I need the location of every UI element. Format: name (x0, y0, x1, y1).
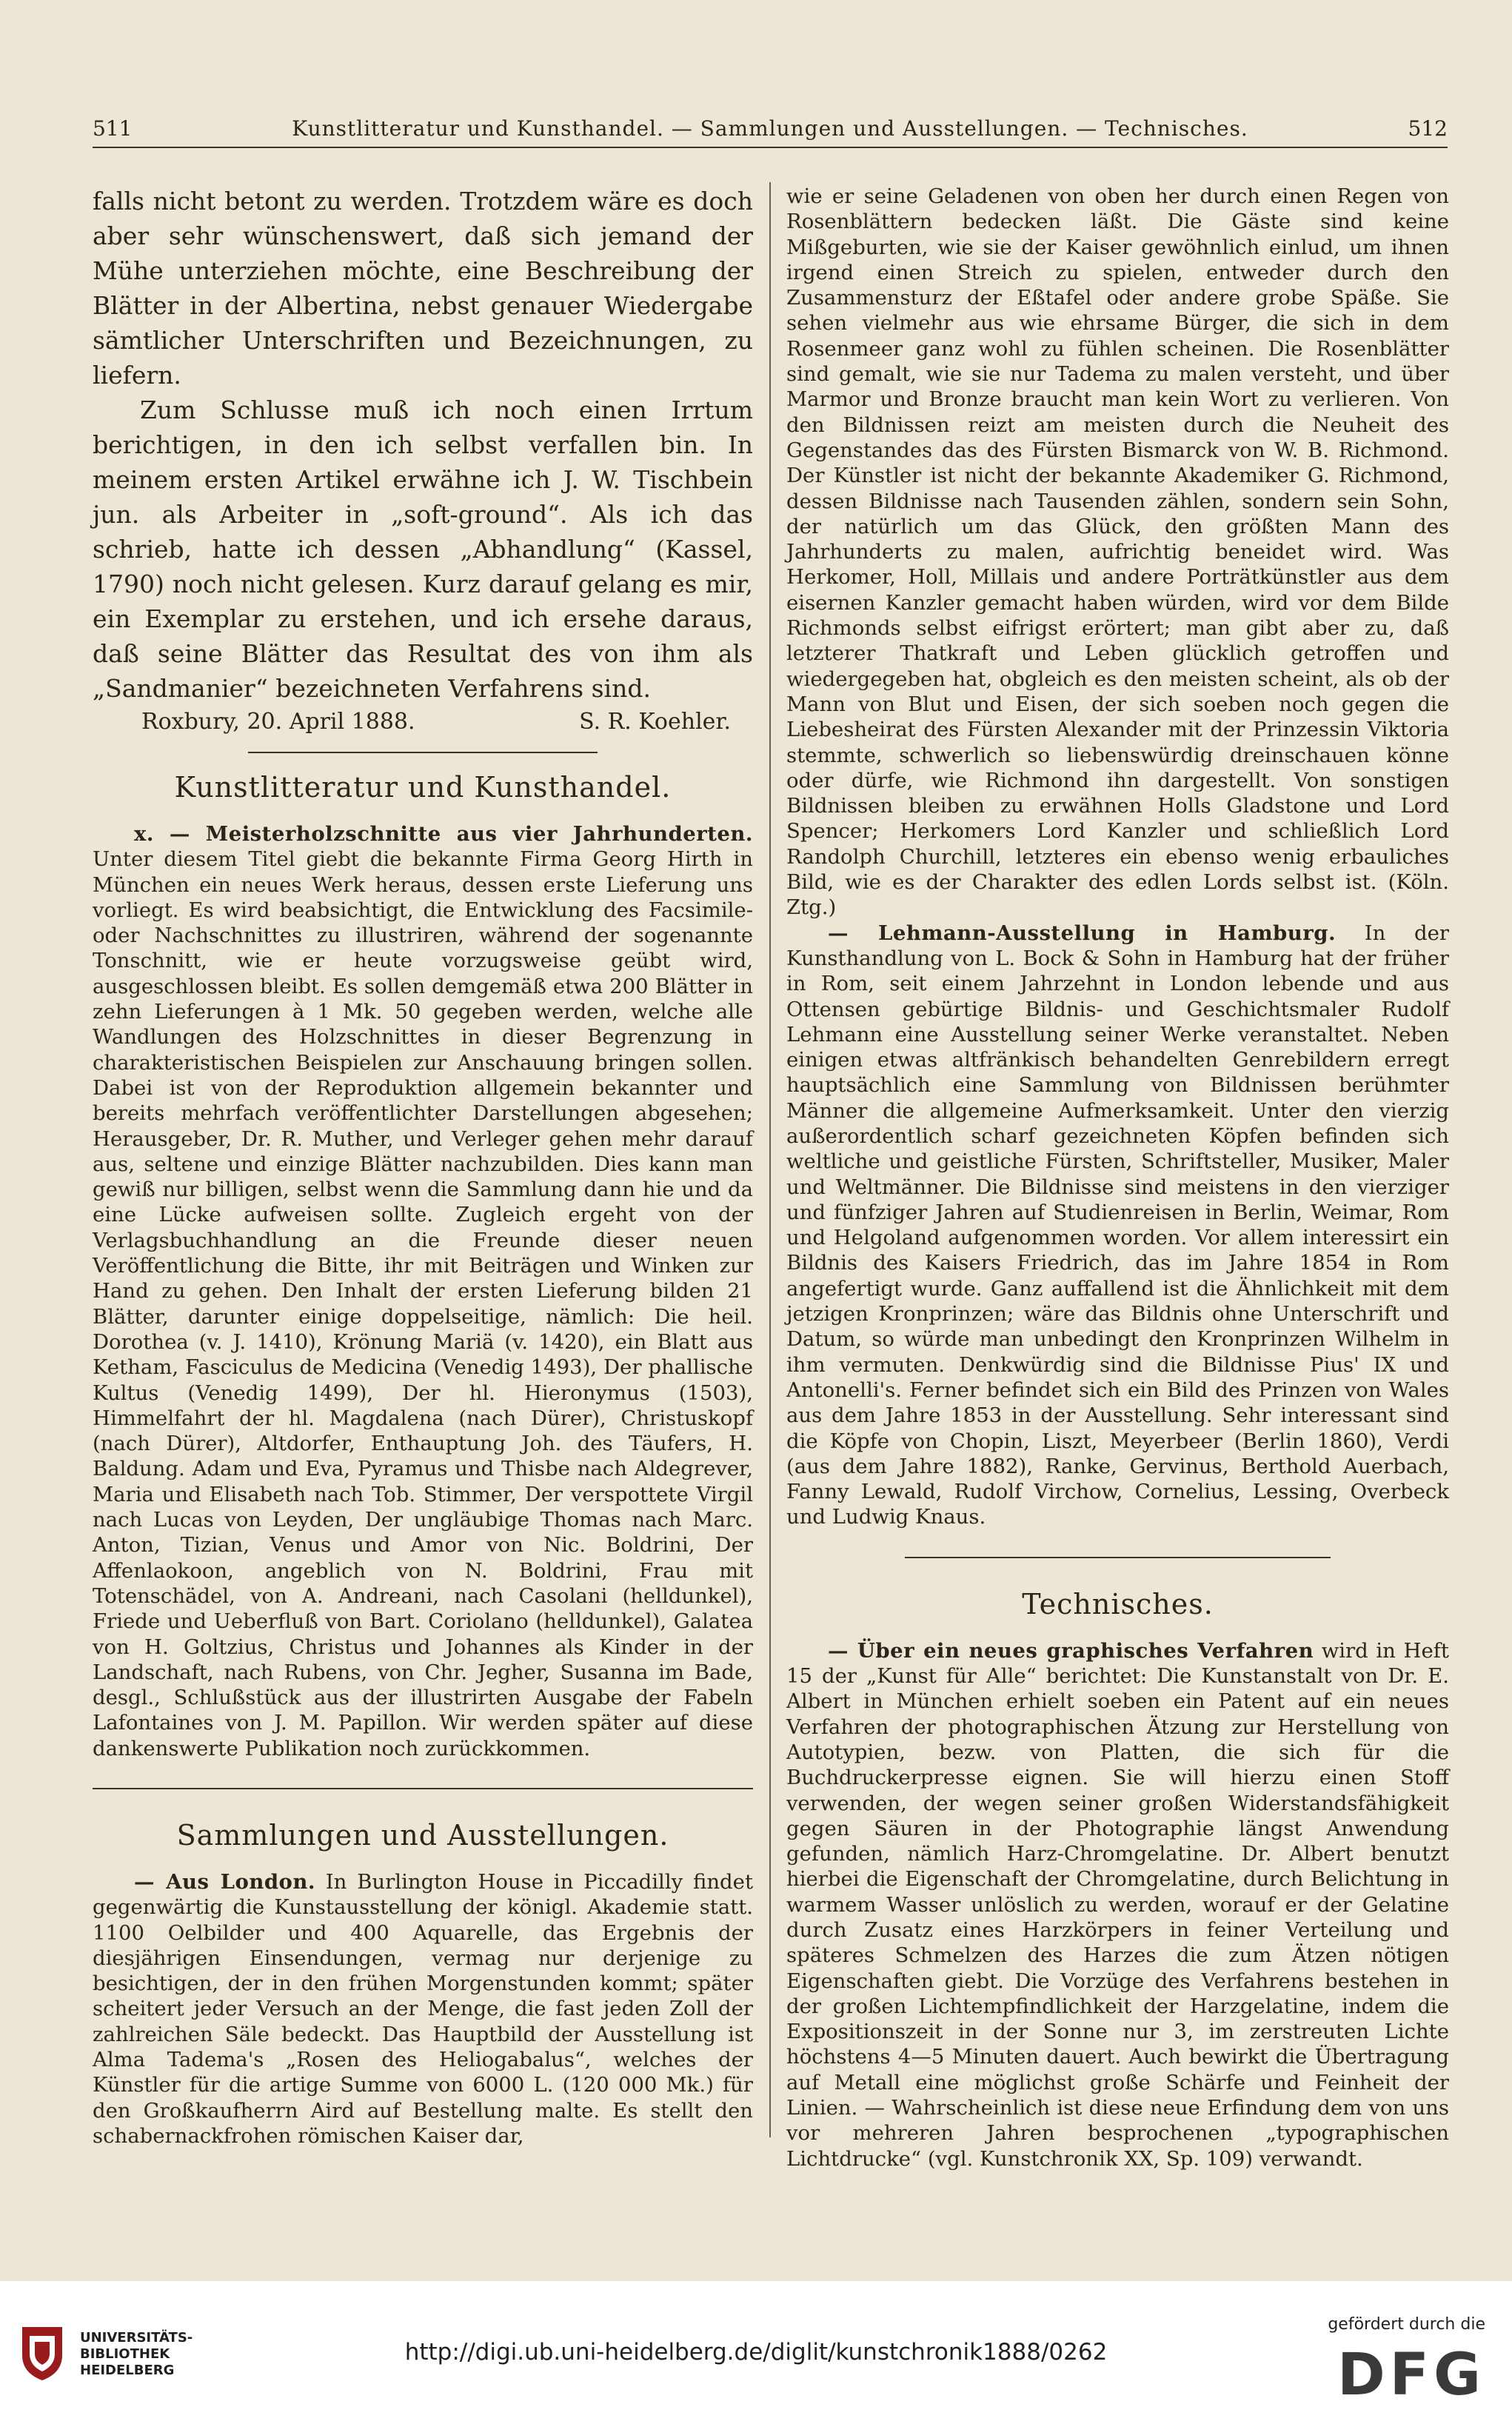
page-number-left: 511 (93, 116, 133, 141)
article-lehmann (786, 921, 1449, 1530)
library-name-line: HEIDELBERG (80, 2363, 175, 2378)
signature-line (93, 706, 753, 738)
article-body: In der Kunsthandlung von L. Bock & Sohn in Hamburg hat der früher in Rom, seit einem Jahrzehnt in London lebende und aus Ottensen gebürtige Bildnis- und Geschichtsmaler Rudolf Lehmann eine Ausstellung seiner Werke veranstaltet. Neben einigen etwas altfränkisch behandelten Genrebildern erregt hauptsächlich eine Sammlung von Bildnissen berühmter Männer die allgemeine Aufmerksamkeit. Unter den vierzig außerordentlich scharf gezeichneten Köpfen befinden sich weltliche und geistliche Fürsten, Schriftsteller, Musiker, Maler und Weltmänner. Die Bildnisse sind meistens in den vierziger und fünfziger Jahren auf Studienreisen in Berlin, Weimar, Rom und Helgoland aufgenommen worden. Vor allem interessirt ein Bildnis des Kaisers Friedrich, das im Jahre 1854 in Rom angefertigt wurde. Ganz auffallend ist die Ähnlichkeit mit dem jetzigen Kronprinzen; wäre das Bildnis ohne Unterschrift und Datum, so würde man unbedingt den Kronprinzen Wilhelm in ihm vermuten. Denkwürdig sind die Bildnisse Pius' IX und Antonelli's. Ferner befindet sich ein Bild des Prinzen von Wales aus dem Jahre 1853 in der Ausstellung. Sehr interessant sind die Köpfe von Chopin, Liszt, Meyerbeer (Berlin 1860), Verdi (aus dem Jahre 1882), Ranke, Gervinus, Berthold Auerbach, Fanny Lewald, Rudolf Virchow, Cornelius, Lessing, Overbeck und Ludwig Knaus. (786, 921, 1449, 1529)
article-graphisches-verfahren (786, 1638, 1449, 2171)
left-column (93, 184, 753, 2146)
koehler-article-end (93, 184, 753, 738)
dfg-logo: DFG (1337, 2342, 1485, 2408)
article-body: wird in Heft 15 der „Kunst für Alle“ berichtet: Die Kunstanstalt von Dr. E. Albert in München erhielt soeben ein Patent auf ein neues Verfahren der photographischen Ätzung zur Herstellung von Autotypien, bezw. von Platten, die sich für die Buchdruckerpresse eignen. Sie will hierzu einen Stoff verwenden, der wegen seiner großen Widerstandsfähigkeit gegen Säuren in der Photographie längst Anwendung gefunden, nämlich Harz-Chromgelatine. Dr. Albert benutzt hierbei die Eigenschaft der Chromgelatine, durch Belichtung in warmem Wasser unlöslich zu werden, worauf er der Gelatine durch Zusatz eines Harzkörpers in feiner Verteilung und späteres Schmelzen des Harzes die zum Ätzen nötigen Eigenschaften giebt. Die Vorzüge des Verfahrens bestehen in der großen Lichtempfindlichkeit der Harzgelatine, indem die Expositionszeit in der Sonne nur 3, im zerstreuten Lichte höchstens 4—5 Minuten dauert. Auch bewirkt die Übertragung auf Metall eine möglichst große Schärfe und Feinheit der Linien. — Wahrscheinlich ist diese neue Erfindung dem von uns vor mehreren Jahren besprochenen „typographischen Lichtdrucke“ (vgl. Kunstchronik XX, Sp. 109) verwandt. (786, 1638, 1449, 2171)
digitization-footer (0, 2281, 1512, 2427)
article-london-continued (786, 184, 1449, 921)
article-runin-title: — Aus London. (134, 1869, 315, 1894)
page-number-right: 512 (1408, 116, 1448, 141)
section-rule (248, 752, 598, 753)
source-note: (Köln. Ztg.) (786, 870, 1449, 920)
section-heading-kunstlitteratur: Kunstlitteratur und Kunsthandel. (174, 771, 672, 804)
article-runin-title: — Lehmann-Ausstellung in Hamburg. (828, 921, 1337, 945)
running-head (93, 111, 1448, 148)
paragraph: falls nicht betont zu werden. Trotzdem wäre es doch aber sehr wünschenswert, daß sich jemand der Mühe unterziehen möchte, eine Beschreibung der Blätter in der Albertina, nebst genauer Wiedergabe sämtlicher Unterschriften und Bezeichnungen, zu liefern. (93, 187, 753, 390)
signature-place-date: Roxbury, 20. April 1888. (141, 709, 415, 735)
permalink-url[interactable]: http://digi.ub.uni-heidelberg.de/diglit/kunstchronik1888/0262 (404, 2339, 1108, 2366)
section-heading-technisches: Technisches. (905, 1557, 1331, 1622)
article-runin-title: x. — Meisterholzschnitte aus vier Jahrhunderten. (134, 822, 753, 846)
article-body: Unter diesem Titel giebt die bekannte Firma Georg Hirth in München ein neues Werk heraus, dessen erste Lieferung uns vorliegt. Es wird beabsichtigt, die Entwicklung des Facsimile- oder Nachschnittes zu illustriren, während der sogenannte Tonschnitt, wie er heute vorzugsweise geübt wird, ausgeschlossen bleibt. Es sollen demgemäß etwa 200 Blätter in zehn Lieferungen à 1 Mk. 50 gegeben werden, welche alle Wandlungen des Holzschnittes in dieser Begrenzung in charakteristischen Beispielen zur Anschauung bringen sollen. Dabei ist von der Reproduktion allgemein bekannter und bereits mehrfach veröffentlichter Darstellungen abgesehen; Herausgeber, Dr. R. Muther, und Verleger gehen mehr darauf aus, seltene und einzige Blätter nachzubilden. Dies kann man gewiß nur billigen, selbst wenn die Sammlung dann hie und da eine Lücke aufweisen sollte. Zugleich ergeht von der Verlagsbuchhandlung an die Freunde dieser neuen Veröffentlichung die Bitte, ihr mit Beiträgen und Winken zur Hand zu gehen. Den Inhalt der ersten Lieferung bilden 21 Blätter, darunter einige doppelseitige, nämlich: Die heil. Dorothea (v. J. 1410), Krönung Mariä (v. 1420), ein Blatt aus Ketham, Fasciculus de Medicina (Venedig 1493), Der phallische Kultus (Venedig 1499), Der hl. Hieronymus (1503), Himmelfahrt der hl. Magdalena (nach Dürer), Christuskopf (nach Dürer), Altdorfer, Enthauptung Joh. des Täufers, H. Baldung. Adam und Eva, Pyramus und Thisbe nach Aldegrever, Maria und Elisabeth nach Tob. Stimmer, Der verspottete Virgil nach Lucas von Leyden, Der ungläubige Thomas nach Marc. Anton, Tizian, Venus und Amor von Nic. Boldrini, Der Affenlaokoon, angeblich von N. Boldrini, Frau mit Totenschädel, von A. Andreani, nach Casolani (helldunkel), Friede und Ueberfluß von Bart. Coriolano (helldunkel), Galatea von H. Goltzius, Christus und Johannes als Kinder in der Landschaft, nach Rubens, von Chr. Jegher, Susanna im Bade, desgl., Schlußstück aus der illustrirten Ausgabe der Fabeln Lafontaines von J. M. Papillon. Wir werden später auf diese dankenswerte Publikation noch zurückkommen. (93, 847, 753, 1760)
article-body: wie er seine Geladenen von oben her durch einen Regen von Rosenblättern bedecken läßt. Die Gäste sind keine Mißgeburten, wie sie der Kaiser gewöhnlich einlud, um ihnen irgend einen Streich zu spielen, entweder durch den Zusammensturz der Eßtafel oder andere grobe Späße. Sie sehen vielmehr aus wie ehrsame Bürger, die sich in dem Rosenmeer ganz wohl zu fühlen scheinen. Die Rosenblätter sind gemalt, wie sie nur Tadema zu malen versteht, und über Marmor und Bronze braucht man kein Wort zu verlieren. Von den Bildnissen reizt am meisten durch die Neuheit des Gegenstandes das des Fürsten Bismarck von W. B. Richmond. Der Künstler ist nicht der bekannte Akademiker G. Richmond, dessen Bildnisse nach Tausenden zählen, sondern sein Sohn, der natürlich um das Glück, den größten Mann des Jahrhunderts zu malen, aufrichtig beneidet wird. Was Herkomer, Holl, Millais und andere Porträtkünstler aus dem eisernen Kanzler gemacht haben würden, wird vor dem Bilde Richmonds selbst eifrigst erörtert; man gibt aber zu, daß letzterer Thatkraft und Leben glücklich getroffen und wiedergegeben hat, obgleich es den meisten scheint, als ob der Mann von Blut und Eisen, der sich soeben noch gegen die Liebesheirat des Fürsten Alexander mit der Prinzessin Viktoria stemmte, schwerlich so liebenswürdig dreinschauen könne oder dürfe, wie Richmond ihn dargestellt. Von sonstigen Bildnissen bleiben zu erwähnen Holls Gladstone und Lord Spencer; Herkomers Lord Kanzler und schließlich Lord Randolph Churchill, letzteres ein ebenso wenig erbauliches Bild, wie es der Charakter des edlen Lords selbst ist. (786, 184, 1449, 895)
article-body: In Burlington House in Piccadilly findet gegenwärtig die Kunstausstellung der königl. Akademie statt. 1100 Oelbilder und 400 Aquarelle, das Ergebnis der diesjährigen Einsendungen, vermag nur derjenige zu besichtigen, der in den frühen Morgenstunden kommt; später scheitert jeder Versuch an der Menge, die fast jeden Zoll der zahlreichen Säle bedeckt. Das Hauptbild der Ausstellung ist Alma Tadema's „Rosen des Heliogabalus“, welches der Künstler für die artige Summe von 6000 L. (120 000 Mk.) für den Großkaufherrn Aird auf Bestellung malte. Es stellt den schabernackfrohen römischen Kaiser dar, (93, 1869, 753, 2148)
right-column (786, 184, 1449, 2171)
paragraph: Zum Schlusse muß ich noch einen Irrtum berichtigen, in den ich selbst verfallen bin. In meinem ersten Artikel erwähne ich J. W. Tischbein jun. als Arbeiter in „soft-ground“. Als ich das schrieb, hatte ich dessen „Abhandlung“ (Kassel, 1790) noch nicht gelesen. Kurz darauf gelang es mir, ein Exemplar zu erstehen, und ich ersehe daraus, daß seine Blätter das Resultat des von ihm als „Sandmanier“ bezeichneten Verfahrens sind. (93, 395, 753, 703)
article-runin-title: — Über ein neues graphisches Verfahren (828, 1638, 1314, 1663)
article-meisterholzschnitte (93, 821, 753, 1761)
library-name-line: BIBLIOTHEK (80, 2346, 170, 2362)
signature-author: S. R. Koehler. (579, 709, 731, 735)
library-name-line: UNIVERSITÄTS- (80, 2330, 193, 2346)
funding-note: gefördert durch die (1328, 2315, 1485, 2334)
column-divider (769, 182, 771, 2137)
section-heading-sammlungen: Sammlungen und Ausstellungen. (93, 1788, 753, 1853)
article-london (93, 1869, 753, 2149)
running-head-title: Kunstlitteratur und Kunsthandel. — Sammlungen und Ausstellungen. — Technisches. (292, 116, 1248, 141)
